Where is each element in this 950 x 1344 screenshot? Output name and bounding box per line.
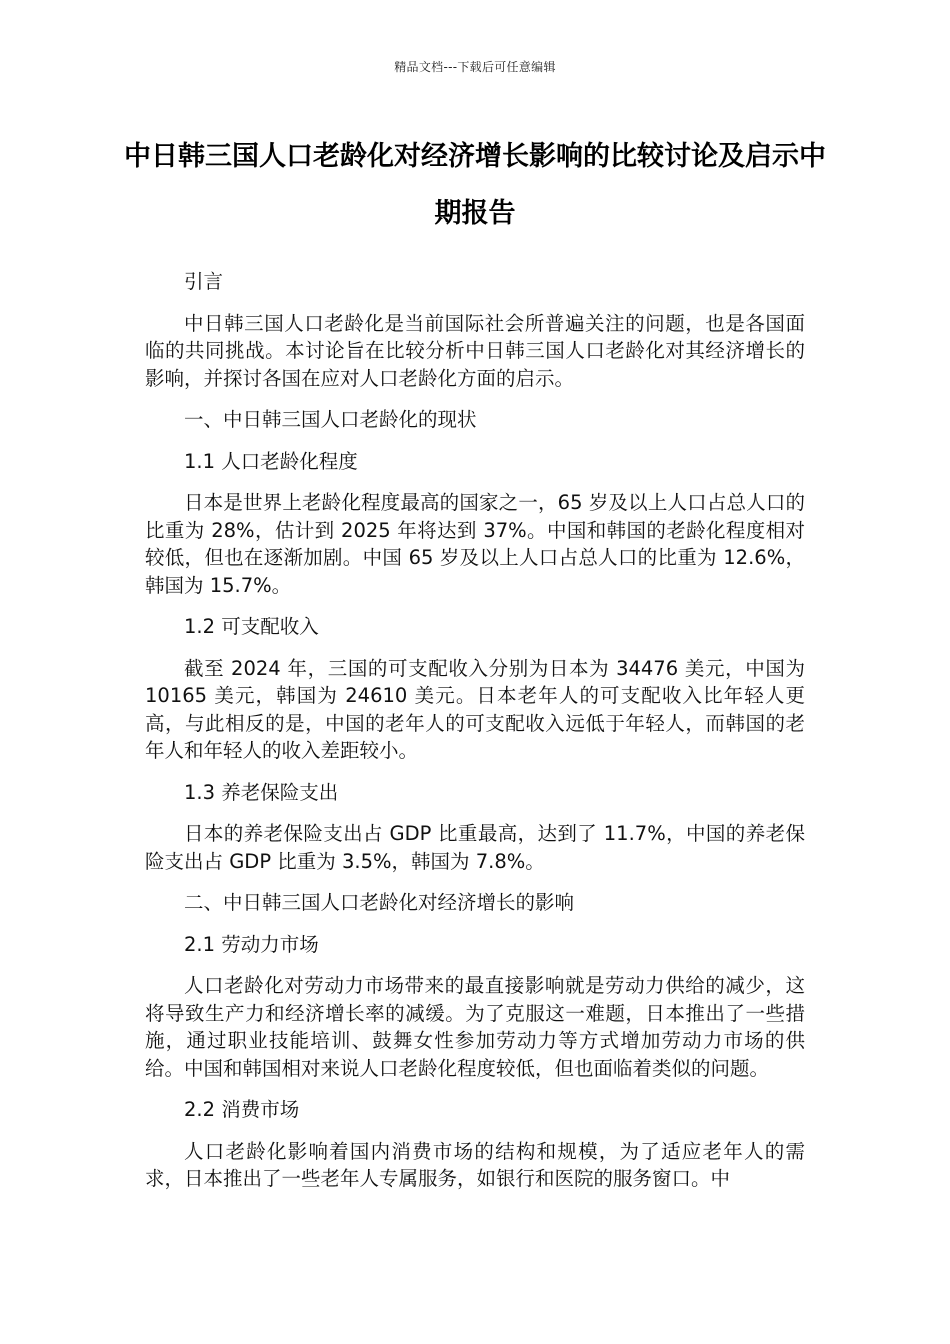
paragraph: 日本是世界上老龄化程度最高的国家之一，65 岁及以上人口占总人口的比重为 28%，估计到 2025 年将达到 37%。中国和韩国的老龄化程度相对较低，但也在逐渐加剧。中国 65 岁及以上人口占总人口的比重为 12.6%，韩国为 15.7%。: [145, 491, 805, 597]
section-heading: 二、中日韩三国人口老龄化对经济增长的影响: [184, 891, 575, 914]
section-heading: 一、中日韩三国人口老龄化的现状: [184, 408, 477, 431]
subsection-heading: 2.2 消费市场: [184, 1098, 300, 1121]
subsection-heading: 1.1 人口老龄化程度: [184, 449, 358, 473]
paragraph: 日本的养老保险支出占 GDP 比重最高，达到了 11.7%，中国的养老保险支出占 GDP 比重为 3.5%，韩国为 7.8%。: [145, 822, 805, 873]
subsection-heading: 1.2 可支配收入: [184, 615, 319, 638]
paragraph: 人口老龄化对劳动力市场带来的最直接影响就是劳动力供给的减少，这将导致生产力和经济增长率的减缓。为了克服这一难题，日本推出了一些措施，通过职业技能培训、鼓舞女性参加劳动力等方式增加劳动力市场的供给。中国和韩国相对来说人口老龄化程度较低，但也面临着类似的问题。: [145, 974, 805, 1080]
header-note: 精品文档---下载后可任意编辑: [394, 60, 556, 74]
subsection-heading: 1.3 养老保险支出: [184, 780, 339, 804]
subsection-heading: 2.1 劳动力市场: [184, 932, 319, 956]
paragraph: 人口老龄化影响着国内消费市场的结构和规模，为了适应老年人的需求，日本推出了一些老年人专属服务，如银行和医院的服务窗口。中: [145, 1139, 805, 1190]
document-body: [145, 268, 805, 1193]
document-title: 中日韩三国人口老龄化对经济增长影响的比较讨论及启示中期报告: [124, 141, 826, 229]
paragraph: 截至 2024 年，三国的可支配收入分别为日本为 34476 美元，中国为 10165 美元，韩国为 24610 美元。日本老年人的可支配收入比年轻人更高，与此相反的是，中国的老年人的可支配收入远低于年轻人，而韩国的老年人和年轻人的收入差距较小。: [145, 656, 805, 762]
paragraph: 中日韩三国人口老龄化是当前国际社会所普遍关注的问题，也是各国面临的共同挑战。本讨论旨在比较分析中日韩三国人口老龄化对其经济增长的影响，并探讨各国在应对人口老龄化方面的启示。: [145, 311, 805, 390]
paragraph: 引言: [184, 270, 224, 293]
